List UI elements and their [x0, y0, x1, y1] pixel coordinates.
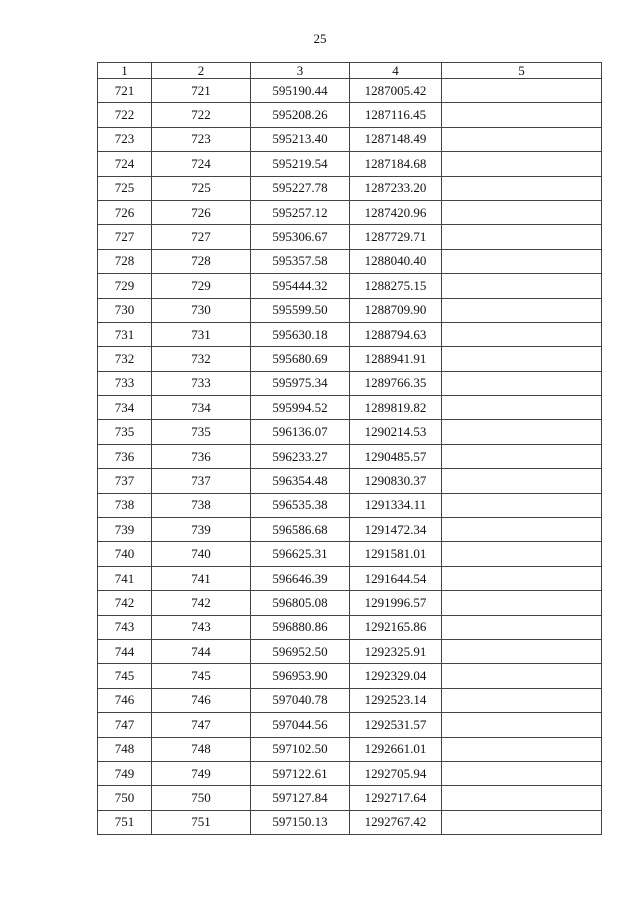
table-cell: [442, 152, 602, 176]
table-cell: 1289766.35: [350, 371, 442, 395]
table-cell: 745: [98, 664, 152, 688]
table-row: [98, 420, 602, 444]
table-row: [98, 761, 602, 785]
table-cell: 734: [98, 396, 152, 420]
table-row: [98, 371, 602, 395]
table-cell: [442, 79, 602, 103]
table-cell: 595630.18: [251, 322, 350, 346]
table-cell: 748: [152, 737, 251, 761]
table-cell: 741: [98, 566, 152, 590]
table-cell: 596646.39: [251, 566, 350, 590]
table-cell: 596354.48: [251, 469, 350, 493]
table-cell: 747: [152, 713, 251, 737]
table-cell: 1287116.45: [350, 103, 442, 127]
column-header: 1: [98, 63, 152, 79]
table-cell: 731: [98, 322, 152, 346]
table-cell: 727: [152, 225, 251, 249]
table-row: [98, 274, 602, 298]
table-row: [98, 322, 602, 346]
table-row: [98, 639, 602, 663]
table-cell: 597150.13: [251, 810, 350, 834]
table-cell: 1290214.53: [350, 420, 442, 444]
table-cell: 1292705.94: [350, 761, 442, 785]
table-row: [98, 688, 602, 712]
column-header: 2: [152, 63, 251, 79]
page-number: 25: [313, 31, 327, 46]
table-cell: 738: [152, 493, 251, 517]
table-cell: 739: [98, 518, 152, 542]
table-cell: 744: [98, 639, 152, 663]
table-row: [98, 786, 602, 810]
table-cell: [442, 371, 602, 395]
table-cell: 723: [152, 127, 251, 151]
table-cell: [442, 639, 602, 663]
table-cell: [442, 493, 602, 517]
table-row: [98, 152, 602, 176]
table-cell: 1290485.57: [350, 444, 442, 468]
table-row: [98, 444, 602, 468]
coordinates-table: [97, 62, 602, 835]
table-row: [98, 518, 602, 542]
table-cell: 732: [98, 347, 152, 371]
table-row: [98, 176, 602, 200]
table-row: [98, 713, 602, 737]
table-cell: 747: [98, 713, 152, 737]
table-cell: 596805.08: [251, 591, 350, 615]
table-cell: 738: [98, 493, 152, 517]
table-cell: [442, 249, 602, 273]
table-cell: [442, 347, 602, 371]
table-cell: 595219.54: [251, 152, 350, 176]
table-cell: 750: [152, 786, 251, 810]
table-cell: 595975.34: [251, 371, 350, 395]
table-cell: 728: [152, 249, 251, 273]
table-cell: 737: [152, 469, 251, 493]
table-cell: 729: [98, 274, 152, 298]
table-cell: 596953.90: [251, 664, 350, 688]
table-cell: 736: [152, 444, 251, 468]
table-cell: 739: [152, 518, 251, 542]
table-cell: 748: [98, 737, 152, 761]
table-cell: [442, 444, 602, 468]
table-cell: 1291472.34: [350, 518, 442, 542]
table-cell: 1291581.01: [350, 542, 442, 566]
table-cell: 723: [98, 127, 152, 151]
table-cell: 596233.27: [251, 444, 350, 468]
table-cell: [442, 200, 602, 224]
table-cell: 724: [98, 152, 152, 176]
table-cell: [442, 688, 602, 712]
table-cell: [442, 469, 602, 493]
table-row: [98, 200, 602, 224]
table-row: [98, 566, 602, 590]
table-cell: 1291334.11: [350, 493, 442, 517]
table-cell: [442, 615, 602, 639]
table-cell: 1292767.42: [350, 810, 442, 834]
table-cell: 1292325.91: [350, 639, 442, 663]
table-cell: 750: [98, 786, 152, 810]
table-cell: 740: [98, 542, 152, 566]
table-row: [98, 127, 602, 151]
table-cell: 749: [152, 761, 251, 785]
table-cell: 731: [152, 322, 251, 346]
table-cell: [442, 103, 602, 127]
table-cell: [442, 274, 602, 298]
column-header: 5: [442, 63, 602, 79]
table-cell: [442, 664, 602, 688]
table-cell: 1292165.86: [350, 615, 442, 639]
table-cell: 595213.40: [251, 127, 350, 151]
table-row: [98, 103, 602, 127]
table-cell: [442, 127, 602, 151]
table-cell: 746: [98, 688, 152, 712]
table-cell: 722: [98, 103, 152, 127]
table-cell: 740: [152, 542, 251, 566]
table-cell: 732: [152, 347, 251, 371]
table-cell: 726: [98, 200, 152, 224]
table-cell: [442, 786, 602, 810]
table-cell: 1287005.42: [350, 79, 442, 103]
table-cell: 1288709.90: [350, 298, 442, 322]
table-cell: 596952.50: [251, 639, 350, 663]
table-cell: 736: [98, 444, 152, 468]
table-cell: 1288040.40: [350, 249, 442, 273]
table-cell: [442, 761, 602, 785]
table-cell: 1291996.57: [350, 591, 442, 615]
table-cell: 1290830.37: [350, 469, 442, 493]
table-cell: [442, 176, 602, 200]
table-cell: 595190.44: [251, 79, 350, 103]
table-cell: 595257.12: [251, 200, 350, 224]
table-row: [98, 249, 602, 273]
table-cell: [442, 298, 602, 322]
table-cell: 741: [152, 566, 251, 590]
table-row: [98, 542, 602, 566]
table-row: [98, 347, 602, 371]
table-cell: 726: [152, 200, 251, 224]
table-cell: 595680.69: [251, 347, 350, 371]
table-cell: 742: [98, 591, 152, 615]
column-header: 3: [251, 63, 350, 79]
table-cell: 742: [152, 591, 251, 615]
table-cell: 1292717.64: [350, 786, 442, 810]
table-row: [98, 225, 602, 249]
table-cell: 724: [152, 152, 251, 176]
table-cell: 1287148.49: [350, 127, 442, 151]
table-cell: 597127.84: [251, 786, 350, 810]
table-cell: 743: [98, 615, 152, 639]
table-cell: 596880.86: [251, 615, 350, 639]
table-cell: 751: [98, 810, 152, 834]
table-cell: [442, 518, 602, 542]
table-cell: [442, 810, 602, 834]
table-cell: 597122.61: [251, 761, 350, 785]
table-cell: [442, 322, 602, 346]
table-cell: 729: [152, 274, 251, 298]
table-cell: 596535.38: [251, 493, 350, 517]
table-cell: 595227.78: [251, 176, 350, 200]
table-cell: 746: [152, 688, 251, 712]
table-cell: 725: [152, 176, 251, 200]
table-row: [98, 469, 602, 493]
table-cell: [442, 225, 602, 249]
table-row: [98, 810, 602, 834]
table-cell: 1288794.63: [350, 322, 442, 346]
table-cell: 595306.67: [251, 225, 350, 249]
table-cell: 597044.56: [251, 713, 350, 737]
table-body: [98, 79, 602, 835]
table-row: [98, 664, 602, 688]
table-cell: 1288941.91: [350, 347, 442, 371]
table-cell: 721: [152, 79, 251, 103]
column-header: 4: [350, 63, 442, 79]
table-row: [98, 737, 602, 761]
table-cell: 1289819.82: [350, 396, 442, 420]
table-row: [98, 298, 602, 322]
table-row: [98, 396, 602, 420]
table-cell: 737: [98, 469, 152, 493]
table-cell: 733: [152, 371, 251, 395]
table-cell: 734: [152, 396, 251, 420]
header-row: [98, 63, 602, 79]
table-row: [98, 493, 602, 517]
table-cell: 733: [98, 371, 152, 395]
table-cell: 749: [98, 761, 152, 785]
table-cell: 727: [98, 225, 152, 249]
table-cell: [442, 566, 602, 590]
table-cell: [442, 420, 602, 444]
table-cell: 595357.58: [251, 249, 350, 273]
table-cell: 597102.50: [251, 737, 350, 761]
table-header: [98, 63, 602, 79]
table-cell: 721: [98, 79, 152, 103]
table-cell: 597040.78: [251, 688, 350, 712]
table-cell: 722: [152, 103, 251, 127]
table-cell: 1288275.15: [350, 274, 442, 298]
table-cell: 728: [98, 249, 152, 273]
table-cell: 1287184.68: [350, 152, 442, 176]
table-row: [98, 79, 602, 103]
table-cell: 1292523.14: [350, 688, 442, 712]
table-cell: 595994.52: [251, 396, 350, 420]
table-cell: [442, 737, 602, 761]
table-cell: 596625.31: [251, 542, 350, 566]
table-cell: 595444.32: [251, 274, 350, 298]
table-cell: 595599.50: [251, 298, 350, 322]
table-cell: 595208.26: [251, 103, 350, 127]
table-cell: [442, 713, 602, 737]
table-cell: 743: [152, 615, 251, 639]
table-row: [98, 615, 602, 639]
table-cell: 1291644.54: [350, 566, 442, 590]
table-cell: 596586.68: [251, 518, 350, 542]
table-cell: 1292661.01: [350, 737, 442, 761]
table-cell: 725: [98, 176, 152, 200]
table-cell: 1287729.71: [350, 225, 442, 249]
table-cell: 1292531.57: [350, 713, 442, 737]
table-cell: 1287233.20: [350, 176, 442, 200]
table-row: [98, 591, 602, 615]
table-cell: 744: [152, 639, 251, 663]
table-cell: 730: [98, 298, 152, 322]
table-cell: 596136.07: [251, 420, 350, 444]
table-cell: 730: [152, 298, 251, 322]
table-cell: 1292329.04: [350, 664, 442, 688]
table-cell: 751: [152, 810, 251, 834]
table-cell: 1287420.96: [350, 200, 442, 224]
table-cell: [442, 396, 602, 420]
table-cell: 735: [152, 420, 251, 444]
table-cell: [442, 591, 602, 615]
table-cell: [442, 542, 602, 566]
table-cell: 745: [152, 664, 251, 688]
table-cell: 735: [98, 420, 152, 444]
